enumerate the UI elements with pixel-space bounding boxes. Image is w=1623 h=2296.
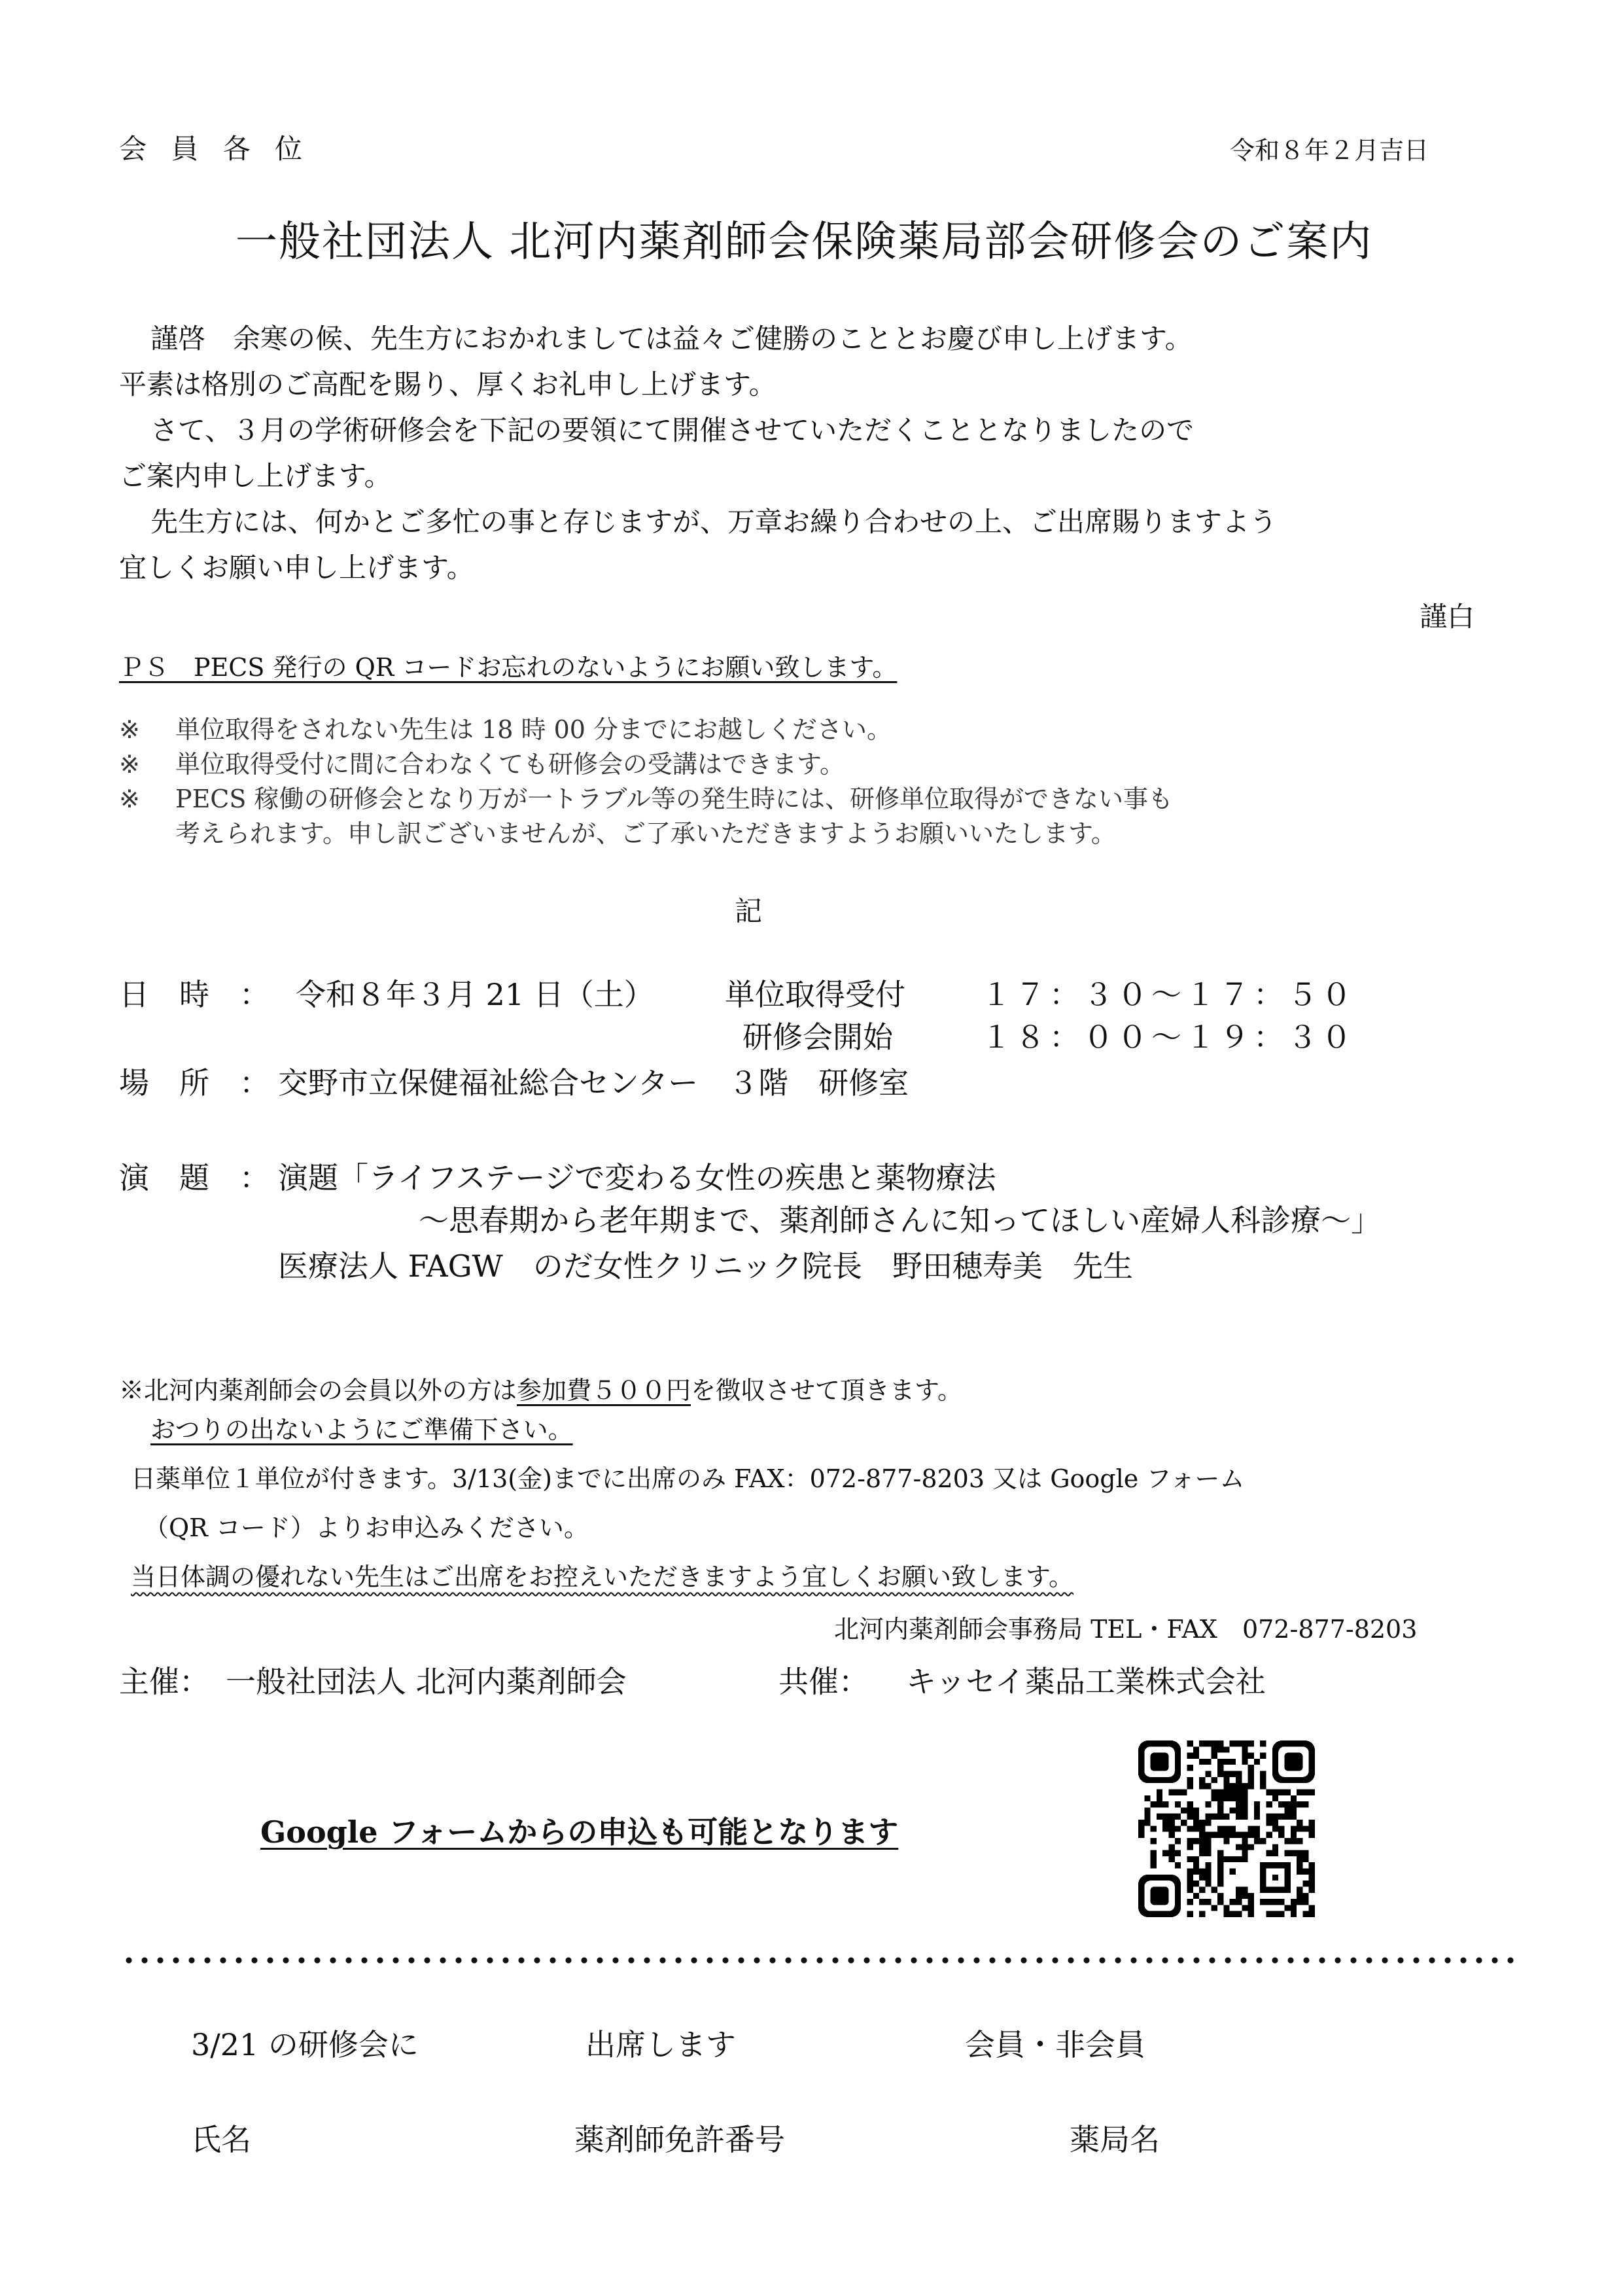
cut-line [121, 1956, 1518, 1964]
greeting-line-1: 謹啓 余寒の候、先生方におかれましては益々ご健勝のこととお慶び申し上げます。 [150, 323, 1193, 355]
qr-code-icon[interactable] [1138, 1740, 1315, 1917]
greeting-line-4: ご案内申し上げます。 [119, 460, 392, 492]
office-contact: 北河内薬剤師会事務局 TEL・FAX 072-877-8203 [834, 1615, 1418, 1644]
host: 一般社団法人 北河内薬剤師会 [226, 1664, 627, 1699]
note-3b: 考えられます。申し訳ございませんが、ご了承いただきますようお願いいたします。 [175, 819, 1116, 848]
change-note: おつりの出ないようにご準備下さい。 [150, 1415, 573, 1444]
note-3a: PECS 稼働の研修会となり万が一トラブル等の発生時には、研修単位取得ができない事も [175, 785, 1173, 813]
greeting-line-6: 宜しくお願い申し上げます。 [119, 552, 474, 584]
note-1: 単位取得をされない先生は 18 時 00 分までにお越しください。 [175, 715, 892, 744]
topic-line-2: 〜思春期から老年期まで、薬剤師さんに知ってほしい産婦人科診療〜」 [419, 1203, 1382, 1238]
form-license-label: 薬剤師免許番号 [574, 2122, 785, 2157]
issue-date: 令和８年２月吉日 [1230, 136, 1429, 165]
note-mark-3: ※ [119, 785, 140, 813]
greeting-line-5: 先生方には、何かとご多忙の事と存じますが、万章お繰り合わせの上、ご出席賜りますよう [150, 506, 1278, 538]
note-mark-1: ※ [119, 715, 140, 744]
speaker: 医療法人 FAGW のだ女性クリニック院長 野田穂寿美 先生 [278, 1248, 1134, 1284]
form-membership[interactable]: 会員・非会員 [965, 2027, 1145, 2062]
datetime-label: 日 時 ： [119, 977, 270, 1012]
datetime-date: 令和８年３月 21 日（土） [296, 977, 654, 1012]
start-time: １８：００〜１９：３０ [981, 1019, 1355, 1055]
form-name-label: 氏名 [191, 2122, 251, 2157]
cohost-label: 共催： [778, 1664, 869, 1699]
fee-amount: 参加費５００円 [517, 1376, 691, 1405]
page-title: 一般社団法人 北河内薬剤師会保険薬局部会研修会のご案内 [236, 218, 1373, 266]
form-attend-prefix: 3/21 の研修会に [191, 2027, 419, 2062]
ki-heading: 記 [735, 895, 763, 927]
credit-line-1: 日薬単位１単位が付きます。3/13(金)までに出席のみ FAX：072-877-8203 又は Google フォーム [131, 1464, 1245, 1493]
google-form-link[interactable]: Google フォームからの申込も可能となります [260, 1814, 899, 1850]
host-label: 主催： [119, 1664, 209, 1699]
reception-time: １７：３０〜１７：５０ [981, 977, 1355, 1012]
cohost: キッセイ薬品工業株式会社 [906, 1664, 1266, 1699]
addressee: 会 員 各 位 [119, 133, 311, 165]
ps-note: ＰＳ PECS 発行の QR コードお忘れのないようにお願い致します。 [119, 653, 898, 682]
greeting-line-3: さて、３月の学術研修会を下記の要領にて開催させていただくこととなりましたので [150, 414, 1195, 446]
fee-line [119, 1374, 962, 1407]
form-attend[interactable]: 出席します [585, 2027, 736, 2062]
closing-kenpaku: 謹白 [1420, 601, 1475, 633]
fee-pre: ※北河内薬剤師会の会員以外の方は [119, 1376, 517, 1405]
note-2: 単位取得受付に間に合わなくても研修会の受講はできます。 [175, 750, 845, 779]
topic-line-1: 演題「ライフステージで変わる女性の疾患と薬物療法 [278, 1160, 996, 1195]
topic-label: 演 題 ： [119, 1160, 270, 1195]
greeting-line-2: 平素は格別のご高配を賜り、厚くお礼申し上げます。 [119, 368, 777, 400]
credit-line-3: 当日体調の優れない先生はご出席をお控えいただきますよう宜しくお願い致します。 [131, 1563, 1073, 1591]
form-pharmacy-label: 薬局名 [1070, 2122, 1160, 2157]
note-mark-2: ※ [119, 750, 140, 779]
fee-post: を徴収させて頂きます。 [691, 1376, 962, 1405]
place-label: 場 所 ： [119, 1065, 270, 1101]
reception-label: 単位取得受付 [725, 977, 905, 1012]
start-label: 研修会開始 [742, 1019, 893, 1055]
credit-line-2: （QR コード）よりお申込みください。 [144, 1513, 589, 1542]
place: 交野市立保健福祉総合センター ３階 研修室 [278, 1065, 909, 1101]
